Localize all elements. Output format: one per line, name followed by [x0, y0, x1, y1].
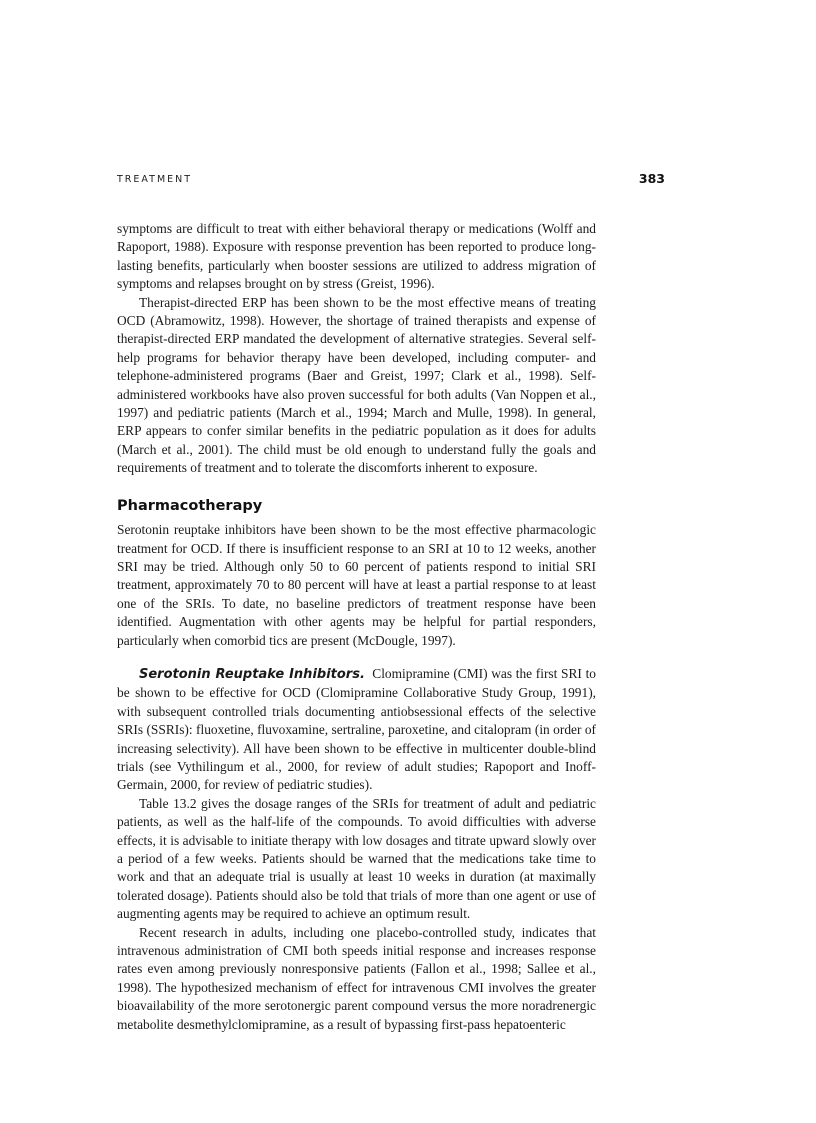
body-text [117, 220, 596, 1034]
paragraph: Therapist-directed ERP has been shown to be the most effective means of treating OCD (Abramowitz, 1998). However, the shortage of trained therapists and expense of therapist-directed ERP mandated the development of alternative strategies. Several self-help programs for behavior therapy have been developed, including computer- and telephone-administered programs (Baer and Greist, 1997; Clark et al., 1998). Self-administered workbooks have also proven successful for both adults (Van Noppen et al., 1997) and pediatric patients (March et al., 1994; March and Mulle, 1998). In general, ERP appears to confer similar benefits in the pediatric population as it does for adults (March et al., 2001). The child must be old enough to understand fully the goals and requirements of treatment and to tolerate the discomforts inherent to exposure. [117, 294, 596, 476]
paragraph: symptoms are difficult to treat with either behavioral therapy or medications (Wolff and Rapoport, 1988). Exposure with response prevention has been reported to produce long-lasting benefits, particularly when booster sessions are utilized to address migration of symptoms and relapses brought on by stress (Greist, 1996). [117, 221, 596, 292]
paragraph: Table 13.2 gives the dosage ranges of the SRIs for treatment of adult and pediatric patients, as well as the half-life of the compounds. To avoid difficulties with adverse effects, it is advisable to initiate therapy with low dosages and titrate upward slowly over a period of a few weeks. Patients should be warned that the medications take time to work and that an adequate trial is usually at least 10 weeks in duration (at maximally tolerated dosage). Patients should also be told that trials of more than one agent or use of augmenting agents may be required to achieve an optimum result. [117, 795, 596, 922]
paragraph: Recent research in adults, including one placebo-controlled study, indicates that intravenous administration of CMI both speeds initial response and increases response rates even among previously nonresponsive patients (Fallon et al., 1998; Sallee et al., 1998). The hypothesized mechanism of effect for intravenous CMI involves the greater bioavailability of the more serotonergic parent compound versus the more noradrenergic metabolite desmethylclomipramine, as a result of bypassing first-pass hepatoenteric [117, 924, 596, 1032]
paragraph-with-run-in-head [117, 665, 596, 795]
page-number: 383 [638, 171, 665, 186]
running-head: TREATMENT [117, 174, 193, 185]
run-in-heading: Serotonin Reuptake Inhibitors. [139, 666, 365, 682]
paragraph: Serotonin reuptake inhibitors have been shown to be the most effective pharmacologic treatment for OCD. If there is insufficient response to an SRI at 10 to 12 weeks, another SRI may be tried. Although only 50 to 60 percent of patients respond to initial SRI treatment, approximately 70 to 80 percent will have at least a partial response to at least one of the SRIs. To date, no baseline predictors of treatment response have been identified. Augmentation with other agents may be helpful for partial responders, particularly when comorbid tics are present (McDougle, 1997). [117, 522, 596, 648]
paragraph-text: Clomipramine (CMI) was the first SRI to be shown to be effective for OCD (Clomipramine Collaborative Study Group, 1991), with subsequent controlled trials documenting antiobsessional effects of the selective SRIs (SSRIs): fluoxetine, fluvoxamine, sertraline, paroxetine, and citalopram (in order of increasing selectivity). All have been shown to be effective in multicenter double-blind trials (see Vythilingum et al., 2000, for review of adult studies; Rapoport and Inoff-Germain, 2000, for review of pediatric studies). [117, 665, 596, 793]
section-heading-pharmacotherapy: Pharmacotherapy [117, 497, 263, 514]
